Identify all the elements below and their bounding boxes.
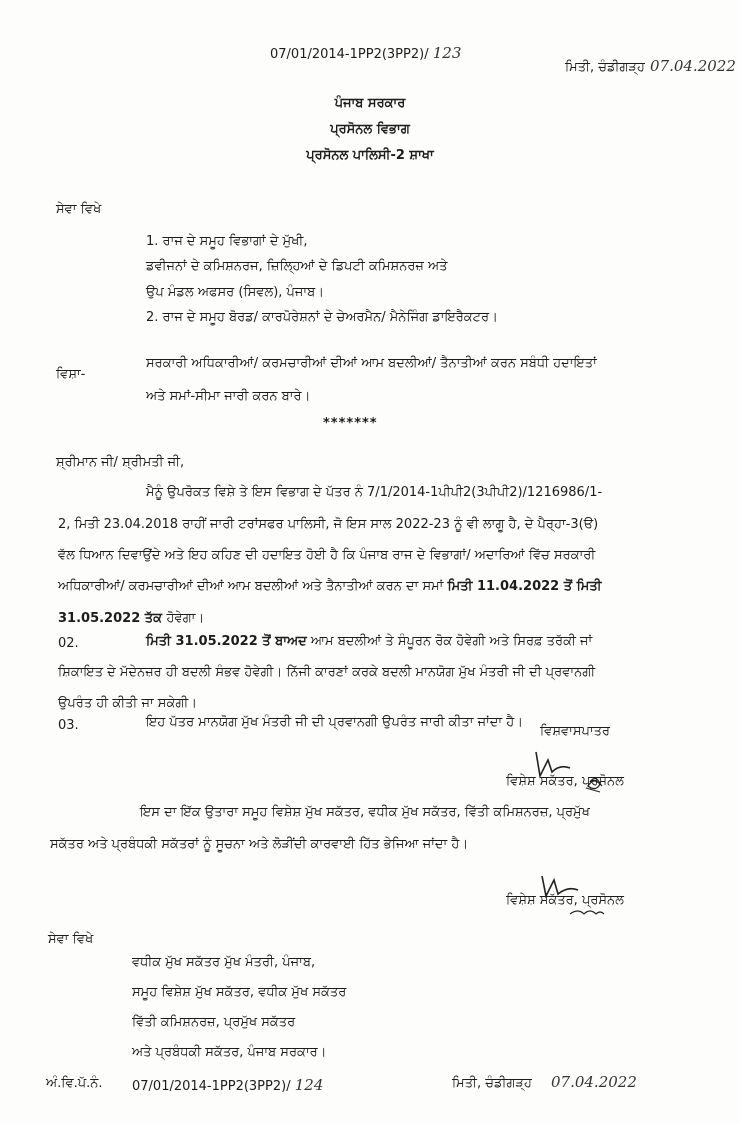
subject-line-1: ਸਰਕਾਰੀ ਅਧਿਕਾਰੀਆਂ/ ਕਰਮਚਾਰੀਆਂ ਦੀਆਂ ਆਮ ਬਦਲੀਆਂ/ ਤੈਨਾਤੀਆਂ ਕਰਨ ਸਬੰਧੀ ਹਦਾਇਤਾਂ bbox=[146, 356, 597, 371]
memo-number-printed: 07/01/2014-1PP2(3PP2)/ bbox=[270, 47, 429, 62]
paragraph-2-number: 02. bbox=[58, 636, 79, 651]
header-date bbox=[565, 56, 736, 75]
paragraph-2-line: ਉਪਰੰਤ ਹੀ ਕੀਤੀ ਜਾ ਸਕੇਗੀ। bbox=[58, 696, 198, 711]
footer-date-label: ਮਿਤੀ, ਚੰਡੀਗੜ੍ਹ bbox=[452, 1076, 532, 1091]
date-handwritten: 07.04.2022 bbox=[649, 57, 736, 75]
paragraph-1-text: ਅਧਿਕਾਰੀਆਂ/ ਕਰਮਚਾਰੀਆਂ ਦੀਆਂ ਆਮ ਬਦਲੀਆਂ ਅਤੇ ਤੈਨਾਤੀਆਂ ਕਰਨ ਦਾ ਸਮਾਂ bbox=[58, 579, 448, 594]
addressee-line: ਉਪ ਮੰਡਲ ਅਫਸਰ (ਸਿਵਲ), ਪੰਜਾਬ। bbox=[146, 285, 325, 300]
subject-label: ਵਿਸ਼ਾ- bbox=[56, 367, 86, 382]
addressee-line: ਡਵੀਜਨਾਂ ਦੇ ਕਮਿਸ਼ਨਰਜ, ਜ਼ਿਲ੍ਹਿਆਂ ਦੇ ਡਿਪਟੀ ਕਮਿਸ਼ਨਰਜ਼ ਅਤੇ bbox=[146, 259, 448, 274]
closing-yours: ਵਿਸ਼ਵਾਸਪਾਤਰ bbox=[540, 724, 610, 739]
paragraph-3-number: 03. bbox=[58, 718, 79, 733]
footer-memo-printed: 07/01/2014-1PP2(3PP2)/ bbox=[132, 1079, 291, 1094]
paragraph-2-line bbox=[146, 627, 592, 657]
paragraph-2-bold: ਮਿਤੀ 31.05.2022 ਤੋਂ ਬਾਅਦ bbox=[146, 634, 307, 649]
distribution-line: ਸਮੂਹ ਵਿਸ਼ੇਸ਼ ਮੁੱਖ ਸਕੱਤਰ, ਵਧੀਕ ਮੁੱਖ ਸਕੱਤਰ bbox=[132, 985, 347, 1000]
distribution-line: ਵਿੱਤੀ ਕਮਿਸ਼ਨਰਜ਼, ਪ੍ਰਮੁੱਖ ਸਕੱਤਰ bbox=[132, 1015, 296, 1030]
signature-1 bbox=[530, 742, 620, 802]
salutation: ਸ਼੍ਰੀਮਾਨ ਜੀ/ ਸ਼੍ਰੀਮਤੀ ਜੀ, bbox=[56, 455, 185, 470]
subject-line-2: ਅਤੇ ਸਮਾਂ-ਸੀਮਾ ਜਾਰੀ ਕਰਨ ਬਾਰੇ। bbox=[146, 389, 311, 404]
addressee-line: 2. ਰਾਜ ਦੇ ਸਮੂਹ ਬੋਰਡ/ ਕਾਰਪੋਰੇਸ਼ਨਾਂ ਦੇ ਚੇਅਰਮੈਨ/ ਮੈਨੇਜਿੰਗ ਡਾਇਰੈਕਟਰ। bbox=[146, 310, 498, 325]
department-title: ਪ੍ਰਸੋਨਲ ਵਿਭਾਗ bbox=[330, 122, 410, 137]
memo-number bbox=[270, 44, 461, 62]
addressee-label: ਸੇਵਾ ਵਿਖੇ bbox=[56, 202, 102, 217]
paragraph-2-line: ਸ਼ਿਕਾਇਤ ਦੇ ਮੱਦੇਨਜ਼ਰ ਹੀ ਬਦਲੀ ਸੰਭਵ ਹੋਵੇਗੀ। ਨਿੱਜੀ ਕਾਰਣਾਂ ਕਰਕੇ ਬਦਲੀ ਮਾਨਯੋਗ ਮੁੱਖ ਮੰਤਰੀ ਜੀ ਦੀ ਪ੍ਰਵਾਨਗੀ bbox=[58, 665, 596, 680]
paragraph-2-text: ਆਮ ਬਦਲੀਆਂ ਤੇ ਸੰਪੂਰਨ ਰੋਕ ਹੋਵੇਗੀ ਅਤੇ ਸਿਰਫ਼ ਤਰੱਕੀ ਜਾਂ bbox=[306, 634, 593, 649]
endorsement-label: ਅੰ.ਵਿ.ਪੱ.ਨੰ. bbox=[46, 1076, 103, 1091]
paragraph-1-text: ਹੋਵੇਗਾ। bbox=[166, 611, 205, 626]
distribution-line: ਵਧੀਕ ਮੁੱਖ ਸਕੱਤਰ ਮੁੱਖ ਮੰਤਰੀ, ਪੰਜਾਬ, bbox=[132, 955, 316, 970]
copy-line: ਇਸ ਦਾ ਇੱਕ ਉਤਾਰਾ ਸਮੂਹ ਵਿਸ਼ੇਸ਼ ਮੁੱਖ ਸਕੱਤਰ, ਵਧੀਕ ਮੁੱਖ ਸਕੱਤਰ, ਵਿੱਤੀ ਕਮਿਸ਼ਨਰਜ਼, ਪ੍ਰਮੁੱਖ bbox=[140, 805, 590, 820]
distribution-line: ਅਤੇ ਪ੍ਰਬੰਧਕੀ ਸਕੱਤਰ, ਪੰਜਾਬ ਸਰਕਾਰ। bbox=[132, 1045, 327, 1060]
paragraph-1-line bbox=[58, 572, 602, 602]
footer-date-handwritten: 07.04.2022 bbox=[550, 1073, 637, 1091]
paragraph-1-line: ਮੈਨੂੰ ਉਪਰੋਕਤ ਵਿਸ਼ੇ ਤੇ ਇਸ ਵਿਭਾਗ ਦੇ ਪੱਤਰ ਨੰ 7/1/2014-1ਪੀਪੀ2(3ਪੀਪੀ2)/1216986/1- bbox=[146, 485, 603, 500]
copy-signatory: ਵਿਸ਼ੇਸ਼ ਸਕੱਤਰ, ਪ੍ਰਸੋਨਲ bbox=[506, 893, 624, 908]
closing-signatory: ਵਿਸ਼ੇਸ਼ ਸਕੱਤਰ, ਪ੍ਰਸੋਨਲ bbox=[506, 774, 624, 789]
paragraph-1-line: 2, ਮਿਤੀ 23.04.2018 ਰਾਹੀਂ ਜਾਰੀ ਟਰਾਂਸਫਰ ਪਾਲਿਸੀ, ਜੋ ਇਸ ਸਾਲ 2022-23 ਨੂੰ ਵੀ ਲਾਗੂ ਹੈ, ਦੇ ਪੈਰ੍ਹਾ-3(ੳ) bbox=[58, 517, 599, 532]
paragraph-1-bold: ਮਿਤੀ 11.04.2022 ਤੋਂ ਮਿਤੀ bbox=[447, 579, 602, 594]
branch-title: ਪ੍ਰਸੋਨਲ ਪਾਲਿਸੀ-2 ਸ਼ਾਖਾ bbox=[306, 148, 434, 163]
paragraph-1-line: ਵੱਲ ਧਿਆਨ ਦਿਵਾਉਂਦੇ ਅਤੇ ਇਹ ਕਹਿਣ ਦੀ ਹਦਾਇਤ ਹੋਈ ਹੈ ਕਿ ਪੰਜਾਬ ਰਾਜ ਦੇ ਵਿਭਾਗਾਂ/ ਅਦਾਰਿਆਂ ਵਿੱਚ ਸਰਕਾਰੀ bbox=[58, 548, 596, 563]
footer-memo-number bbox=[132, 1076, 323, 1094]
separator: ******* bbox=[323, 416, 378, 431]
date-label: ਮਿਤੀ, ਚੰਡੀਗੜ੍ਹ bbox=[565, 60, 645, 75]
org-title: ਪੰਜਾਬ ਸਰਕਾਰ bbox=[334, 96, 406, 111]
footer-memo-handwritten: 124 bbox=[294, 1076, 324, 1094]
memo-number-handwritten: 123 bbox=[432, 44, 462, 62]
distribution-label: ਸੇਵਾ ਵਿਖੇ bbox=[48, 932, 94, 947]
paragraph-1-bold-date: 31.05.2022 ਤੱਕ bbox=[58, 611, 167, 626]
paragraph-3-line: ਇਹ ਪੱਤਰ ਮਾਨਯੋਗ ਮੁੱਖ ਮੰਤਰੀ ਜੀ ਦੀ ਪ੍ਰਵਾਨਗੀ ਉਪਰੰਤ ਜਾਰੀ ਕੀਤਾ ਜਾਂਦਾ ਹੈ। bbox=[146, 715, 523, 730]
footer-date bbox=[452, 1072, 637, 1091]
copy-line: ਸਕੱਤਰ ਅਤੇ ਪ੍ਰਬੰਧਕੀ ਸਕੱਤਰਾਂ ਨੂੰ ਸੂਚਨਾ ਅਤੇ ਲੋੜੀਂਦੀ ਕਾਰਵਾਈ ਹਿੱਤ ਭੇਜਿਆ ਜਾਂਦਾ ਹੈ। bbox=[50, 837, 469, 852]
addressee-line: 1. ਰਾਜ ਦੇ ਸਮੂਹ ਵਿਭਾਗਾਂ ਦੇ ਮੁੱਖੀ, bbox=[146, 234, 308, 249]
